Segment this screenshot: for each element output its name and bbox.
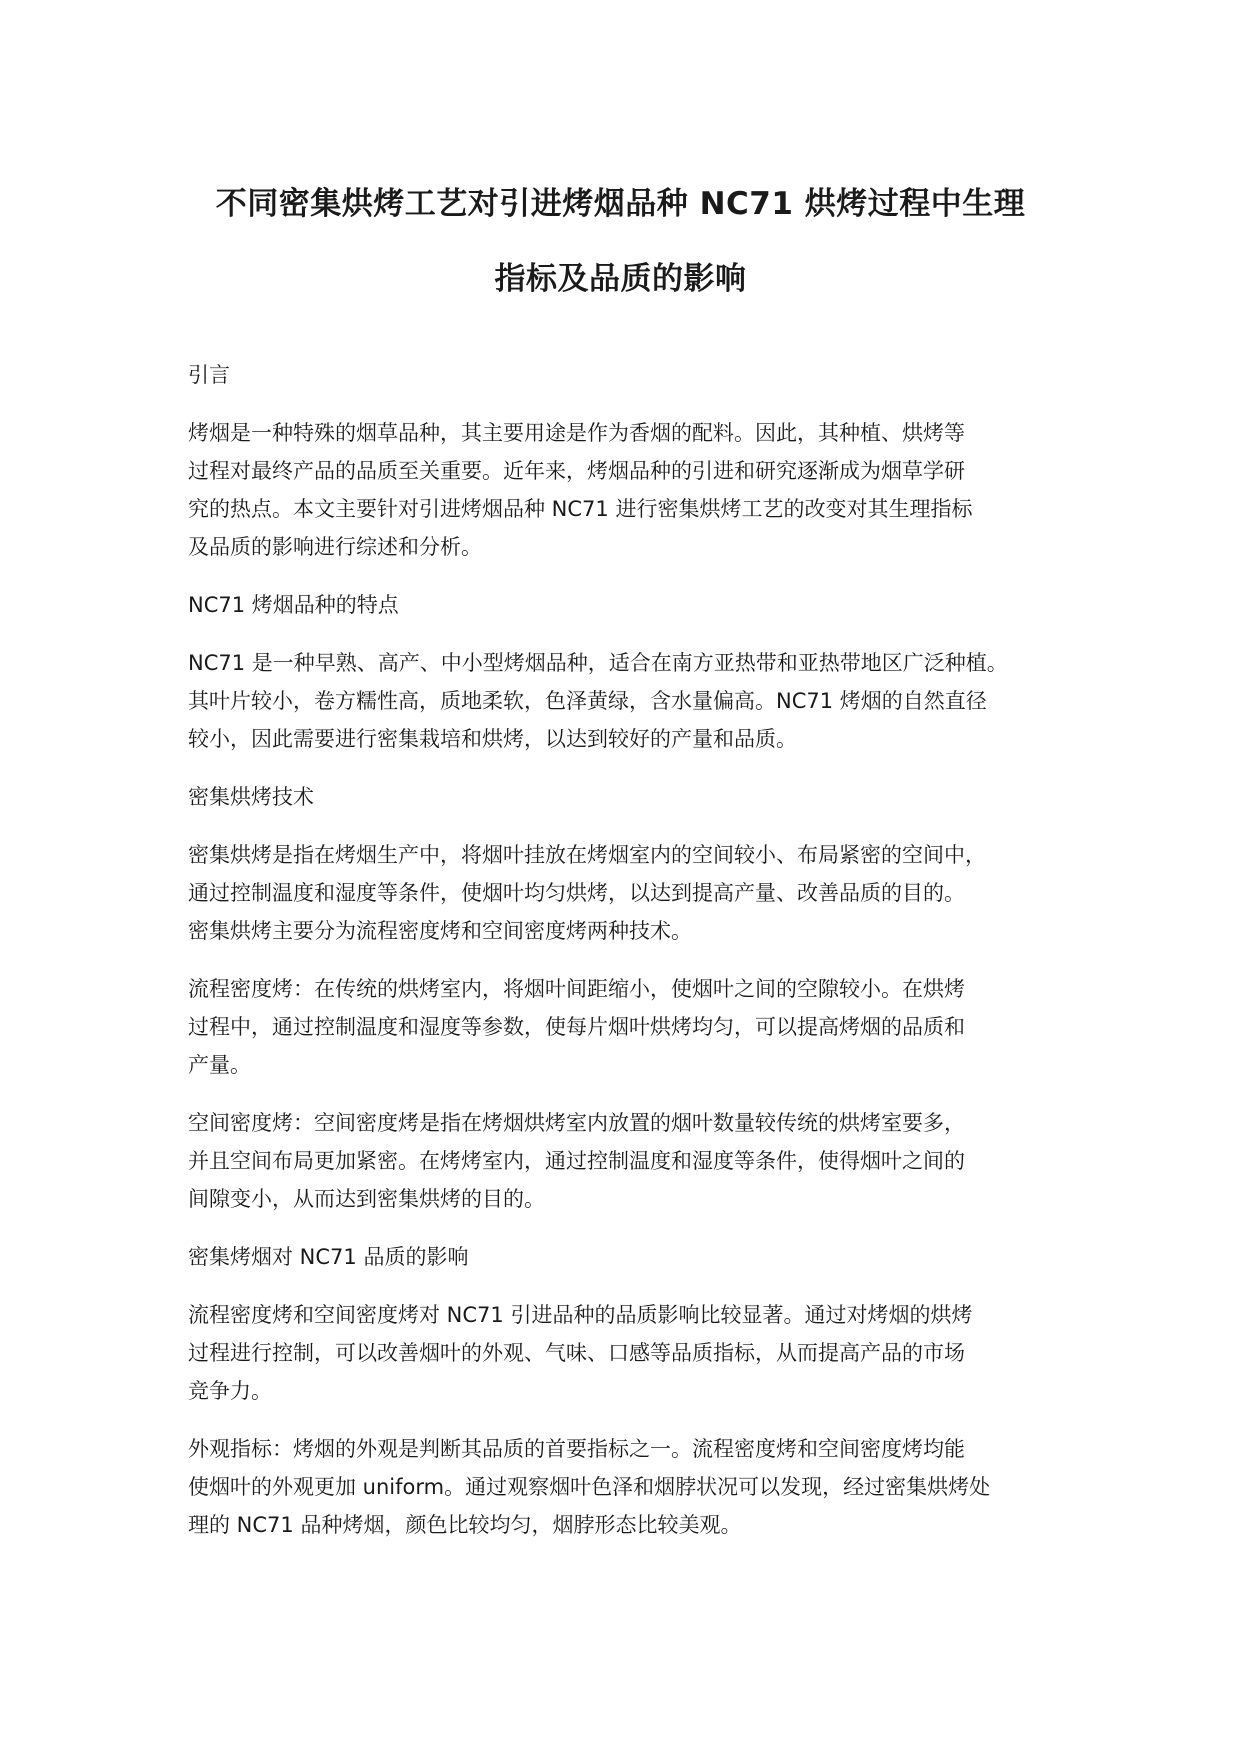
- paragraph: [188, 1104, 1088, 1218]
- text-line: 烤烟是一种特殊的烟草品种，其主要用途是作为香烟的配料。因此，其种植、烘烤等: [188, 421, 965, 445]
- text-line: 过程进行控制，可以改善烟叶的外观、气味、口感等品质指标，从而提高产品的市场: [188, 1341, 965, 1365]
- text-line: 密集烘烤主要分为流程密度烤和空间密度烤两种技术。: [188, 919, 692, 943]
- text-line: 引言: [188, 363, 230, 387]
- section-heading: [188, 778, 1088, 816]
- text-line: 间隙变小，从而达到密集烘烤的目的。: [188, 1187, 545, 1211]
- text-line: NC71 是一种早熟、高产、中小型烤烟品种，适合在南方亚热带和亚热带地区广泛种植。: [188, 651, 1008, 675]
- text-line: 密集烘烤是指在烤烟生产中，将烟叶挂放在烤烟室内的空间较小、布局紧密的空间中，: [188, 843, 986, 867]
- document-title-line-1: 不同密集烘烤工艺对引进烤烟品种 NC71 烘烤过程中生理: [215, 186, 1026, 222]
- text-line: 外观指标：烤烟的外观是判断其品质的首要指标之一。流程密度烤和空间密度烤均能: [188, 1437, 965, 1461]
- paragraph: [188, 644, 1088, 758]
- text-line: 通过控制温度和湿度等条件，使烟叶均匀烘烤，以达到提高产量、改善品质的目的。: [188, 881, 965, 905]
- text-line: 过程对最终产品的品质至关重要。近年来，烤烟品种的引进和研究逐渐成为烟草学研: [188, 459, 965, 483]
- text-line: 空间密度烤：空间密度烤是指在烤烟烘烤室内放置的烟叶数量较传统的烘烤室要多，: [188, 1111, 965, 1135]
- text-line: 流程密度烤和空间密度烤对 NC71 引进品种的品质影响比较显著。通过对烤烟的烘烤: [188, 1303, 973, 1327]
- text-line: 密集烘烤技术: [188, 785, 314, 809]
- text-line: 究的热点。本文主要针对引进烤烟品种 NC71 进行密集烘烤工艺的改变对其生理指标: [188, 497, 973, 521]
- paragraph: [188, 970, 1088, 1084]
- paragraph: [188, 1430, 1088, 1544]
- text-line: 密集烤烟对 NC71 品质的影响: [188, 1245, 469, 1269]
- text-line: 其叶片较小，卷方糯性高，质地柔软，色泽黄绿，含水量偏高。NC71 烤烟的自然直径: [188, 689, 987, 713]
- section-heading: [188, 356, 1088, 394]
- paragraph: [188, 1296, 1088, 1410]
- section-heading: [188, 1238, 1088, 1276]
- document-title-line-2: 指标及品质的影响: [494, 261, 747, 297]
- text-line: 竞争力。: [188, 1379, 272, 1403]
- text-line: NC71 烤烟品种的特点: [188, 593, 399, 617]
- paragraph: [188, 836, 1088, 950]
- section-heading: [188, 586, 1088, 624]
- text-line: 使烟叶的外观更加 uniform。通过观察烟叶色泽和烟脖状况可以发现，经过密集烘烤处: [188, 1475, 991, 1499]
- text-line: 过程中，通过控制温度和湿度等参数，使每片烟叶烘烤均匀，可以提高烤烟的品质和: [188, 1015, 965, 1039]
- text-line: 及品质的影响进行综述和分析。: [188, 535, 482, 559]
- text-line: 产量。: [188, 1053, 251, 1077]
- text-line: 较小，因此需要进行密集栽培和烘烤，以达到较好的产量和品质。: [188, 727, 797, 751]
- text-line: 并且空间布局更加紧密。在烤烤室内，通过控制温度和湿度等条件，使得烟叶之间的: [188, 1149, 965, 1173]
- text-line: 理的 NC71 品种烤烟，颜色比较均匀，烟脖形态比较美观。: [188, 1513, 742, 1537]
- paragraph: [188, 414, 1088, 566]
- text-line: 流程密度烤：在传统的烘烤室内，将烟叶间距缩小，使烟叶之间的空隙较小。在烘烤: [188, 977, 965, 1001]
- document-body: [188, 356, 1088, 1564]
